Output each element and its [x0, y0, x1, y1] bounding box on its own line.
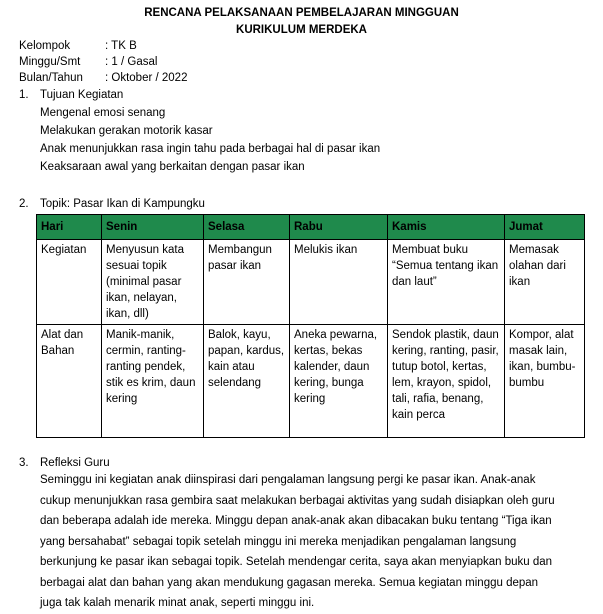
paragraph-line: Seminggu ini kegiatan anak diinspirasi dari pengalaman langsung pergi ke pasar ikan. Anak-anak [40, 474, 536, 486]
table-row-kegiatan [37, 240, 585, 325]
section-title: Topik: Pasar Ikan di Kampungku [40, 198, 205, 210]
goal-item: Anak menunjukkan rasa ingin tahu pada berbagai hal di pasar ikan [40, 143, 381, 155]
table-cell: Membuat buku “Semua tentang ikan dan laut” [388, 240, 505, 325]
section-title: Tujuan Kegiatan [40, 89, 124, 101]
table-cell: Membangun pasar ikan [204, 240, 290, 325]
info-label: Minggu/Smt [19, 56, 81, 68]
column-header-selasa: Selasa [204, 215, 290, 240]
table-cell: Balok, kayu, papan, kardus, kain atau selendang [204, 325, 290, 438]
document-title: RENCANA PELAKSANAAN PEMBELAJARAN MINGGUAN [144, 7, 459, 19]
info-label: Bulan/Tahun [19, 72, 83, 84]
paragraph-line: berbagai alat dan bahan yang akan mendukung gagasan mereka. Semua kegiatan minggu depan [40, 576, 539, 589]
weekly-plan-table [36, 214, 585, 438]
section-number: 3. [19, 457, 29, 469]
paragraph-line: dan beberapa adalah ide mereka. Minggu depan anak-anak akan dibacakan buku tentang “Tiga ikan [40, 515, 552, 527]
reflection-paragraph [40, 470, 588, 614]
column-header-jumat: Jumat [505, 215, 585, 240]
paragraph-line: juga tak kalah menarik minat anak, seperti minggu ini. [40, 597, 315, 609]
table-cell: Aneka pewarna, kertas, bekas kalender, daun kering, bunga kering [290, 325, 388, 438]
info-value: : TK B [105, 40, 137, 52]
column-header-senin: Senin [102, 215, 204, 240]
table-row-alat-bahan [37, 325, 585, 438]
paragraph-line: berkunjung ke pasar ikan sebagai topik. Setelah mendengar cerita, saya akan menyiapkan buku dan [40, 556, 553, 568]
table-cell: Memasak olahan dari ikan [505, 240, 585, 325]
section-number: 1. [19, 89, 29, 101]
goal-item: Keaksaraan awal yang berkaitan dengan pasar ikan [40, 161, 305, 173]
section-title: Refleksi Guru [40, 457, 110, 469]
info-value: : 1 / Gasal [105, 56, 158, 68]
document-subtitle: KURIKULUM MERDEKA [236, 24, 367, 36]
column-header-hari: Hari [37, 215, 102, 240]
paragraph-line: cukup menunjukkan rasa gembira saat melakukan berbagai aktivitas yang sudah disiapkan oleh guru [40, 494, 555, 507]
row-label: Kegiatan [37, 240, 102, 325]
goal-item: Mengenal emosi senang [40, 107, 166, 119]
info-label: Kelompok [19, 40, 71, 52]
table-header-row [37, 215, 585, 240]
paragraph-line: yang bersahabat” sebagai topik setelah minggu ini mereka menjadikan pengalaman langsung [40, 535, 517, 548]
column-header-kamis: Kamis [388, 215, 505, 240]
table-cell: Menyusun kata sesuai topik (minimal pasar ikan, nelayan, ikan, dll) [102, 240, 204, 325]
column-header-rabu: Rabu [290, 215, 388, 240]
table-cell: Sendok plastik, daun kering, ranting, pasir, tutup botol, kertas, lem, krayon, spidol, tali, rafia, benang, kain perca [388, 325, 505, 438]
goal-item: Melakukan gerakan motorik kasar [40, 125, 213, 137]
row-label: Alat dan Bahan [37, 325, 102, 438]
section-number: 2. [19, 198, 29, 210]
table-cell: Manik-manik, cermin, ranting-ranting pendek, stik es krim, daun kering [102, 325, 204, 438]
info-value: : Oktober / 2022 [105, 72, 188, 84]
table-cell: Melukis ikan [290, 240, 388, 325]
table-cell: Kompor, alat masak lain, ikan, bumbu-bumbu [505, 325, 585, 438]
